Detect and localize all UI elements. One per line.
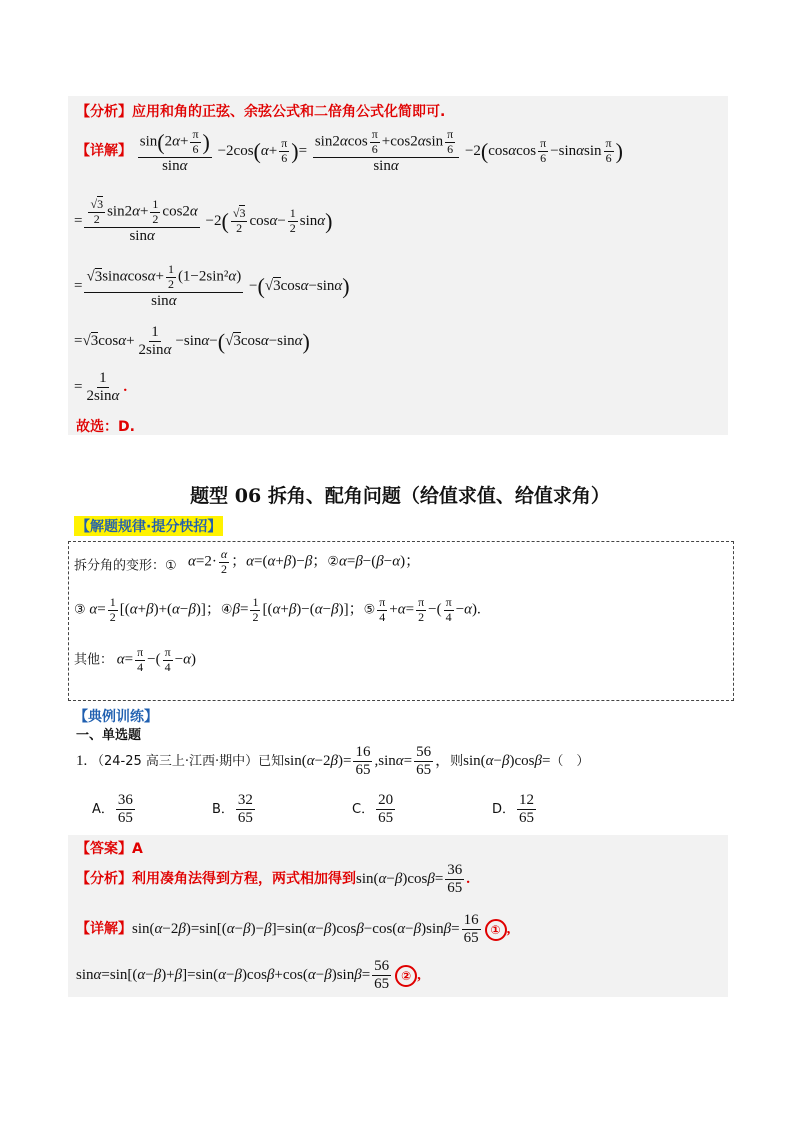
detail-line-3: = √3sinαcosα+ $\frac{1}{2}$ (1−2sin²α) sinα −(√3cosα−sinα) [74, 262, 350, 309]
examples-tag: 【典例训练】 [74, 709, 158, 725]
option-a[interactable] [92, 792, 137, 828]
question-ask: 则 [450, 754, 464, 770]
analysis-tag: 【分析】 [76, 104, 132, 120]
answer-value: A [132, 841, 143, 857]
detail-line-5: = $\frac{1}{2\sin\alpha}$ . [74, 370, 128, 405]
detail-tag: 【详解】 [76, 142, 132, 159]
question-blank: （ ） [550, 754, 590, 770]
analysis-line-2: 【分析】利用凑角法得到方程，两式相加得到sin(α−β)cosβ= $\frac{36}{65}$ . [76, 862, 471, 897]
examples-heading: 一、单选题 [76, 728, 142, 743]
rules-n3: ③ [74, 602, 86, 618]
option-a-den: 65 [117, 810, 133, 827]
analysis-text: 应用和角的正弦、余弦公式和二倍角公式化简即可. [132, 104, 446, 120]
rules-n2: ② [327, 554, 339, 570]
question-source: （24-25 高三上·江西·期中）已知 [91, 754, 285, 770]
section-title: 题型 06 拆角、配角问题（给值求值、给值求角） [190, 485, 610, 507]
option-c-num: 20 [376, 792, 395, 810]
mark-1: ① [485, 919, 507, 941]
answer-choice: 故选：D. [76, 419, 135, 435]
detail2-line-1: 【详解】sin(α−2β)=sin[(α−β)−β]=sin(α−β)cosβ−cos(α−β)sinβ= $\frac{16}{65}$ ① , [76, 912, 511, 947]
option-b-den: 65 [237, 810, 253, 827]
option-d-num: 12 [517, 792, 536, 810]
question-number: 1. [76, 753, 88, 770]
option-d-den: 65 [519, 810, 535, 827]
option-a-num: 36 [116, 792, 135, 810]
analysis2-tag: 【分析】 [76, 871, 132, 888]
answer-line [76, 838, 143, 858]
option-a-label: A． [92, 802, 114, 818]
answer-tag: 【答案】 [76, 841, 132, 857]
option-d-label: D． [492, 802, 516, 818]
rules-line-1 [74, 552, 194, 581]
option-c-label: C． [352, 802, 375, 818]
analysis2-text: 利用凑角法得到方程，两式相加得到 [132, 871, 356, 888]
detail-line-1: 【详解】 sin(2α+ $\frac{\pi}{6}$ ) sinα −2cos(α+ $\frac{\pi}{6}$ )= sin2αcos $\frac{\pi}{6}$ +cos2αsin $\frac{\pi}{6}$ sinα −2(cosαcos $\frac{\pi}{6}$ −sinαsin $\frac{\pi}{6}$ ) [76, 127, 623, 174]
rules-prefix: 拆分角的变形：① [74, 558, 177, 574]
rules-formula-1: α=2· $\frac{\alpha}{2}$ ；α=(α+β)−β；②α=β−(β−α)； [188, 547, 421, 576]
option-b-label: B． [212, 802, 234, 818]
rules-line-2: ③ α= $\frac{1}{2}$ [(α+β)+(α−β)]；④β= $\frac{1}{2}$ [(α+β)−(α−β)]；⑤ $\frac{\pi}{4}$ +α= $\frac{\pi}{2}$ −( $\frac{\pi}{4}$ −α). [74, 595, 481, 624]
detail-line-4: =√3cosα+ $\frac{1}{2\sin\alpha}$ −sinα−(√3cosα−sinα) [74, 324, 310, 359]
rules-other: 其他： [74, 652, 114, 668]
option-b[interactable] [212, 792, 257, 828]
option-c-den: 65 [378, 810, 394, 827]
option-c[interactable] [352, 792, 397, 828]
detail2-tag: 【详解】 [76, 921, 132, 938]
option-d[interactable] [492, 792, 538, 828]
analysis-line-1 [76, 101, 445, 121]
rules-n5: ⑤ [363, 602, 376, 618]
detail-line-2: = $\frac{√3}{2}$ sin2α+ $\frac{1}{2}$ cos2α sinα −2( $\frac{√3}{2}$ cosα− $\frac{1}{2}$ sinα) [74, 197, 333, 244]
rules-tag: 【解题规律·提分快招】 [74, 516, 223, 536]
detail2-line-2: sinα=sin[(α−β)+β]=sin(α−β)cosβ+cos(α−β)sinβ= $\frac{56}{65}$ ② , [76, 958, 421, 993]
rules-n4: ④ [220, 602, 233, 618]
rules-line-3: 其他： α= $\frac{\pi}{4}$ −( $\frac{\pi}{4}$ −α) [74, 645, 197, 674]
mark-2: ② [395, 965, 417, 987]
option-b-num: 32 [236, 792, 255, 810]
question-1: 1. （24-25 高三上·江西·期中）已知sin(α−2β)= $\frac{16}{65}$ ,sinα= $\frac{56}{65}$ ，则sin(α−β)cosβ=（ ） [76, 744, 590, 779]
